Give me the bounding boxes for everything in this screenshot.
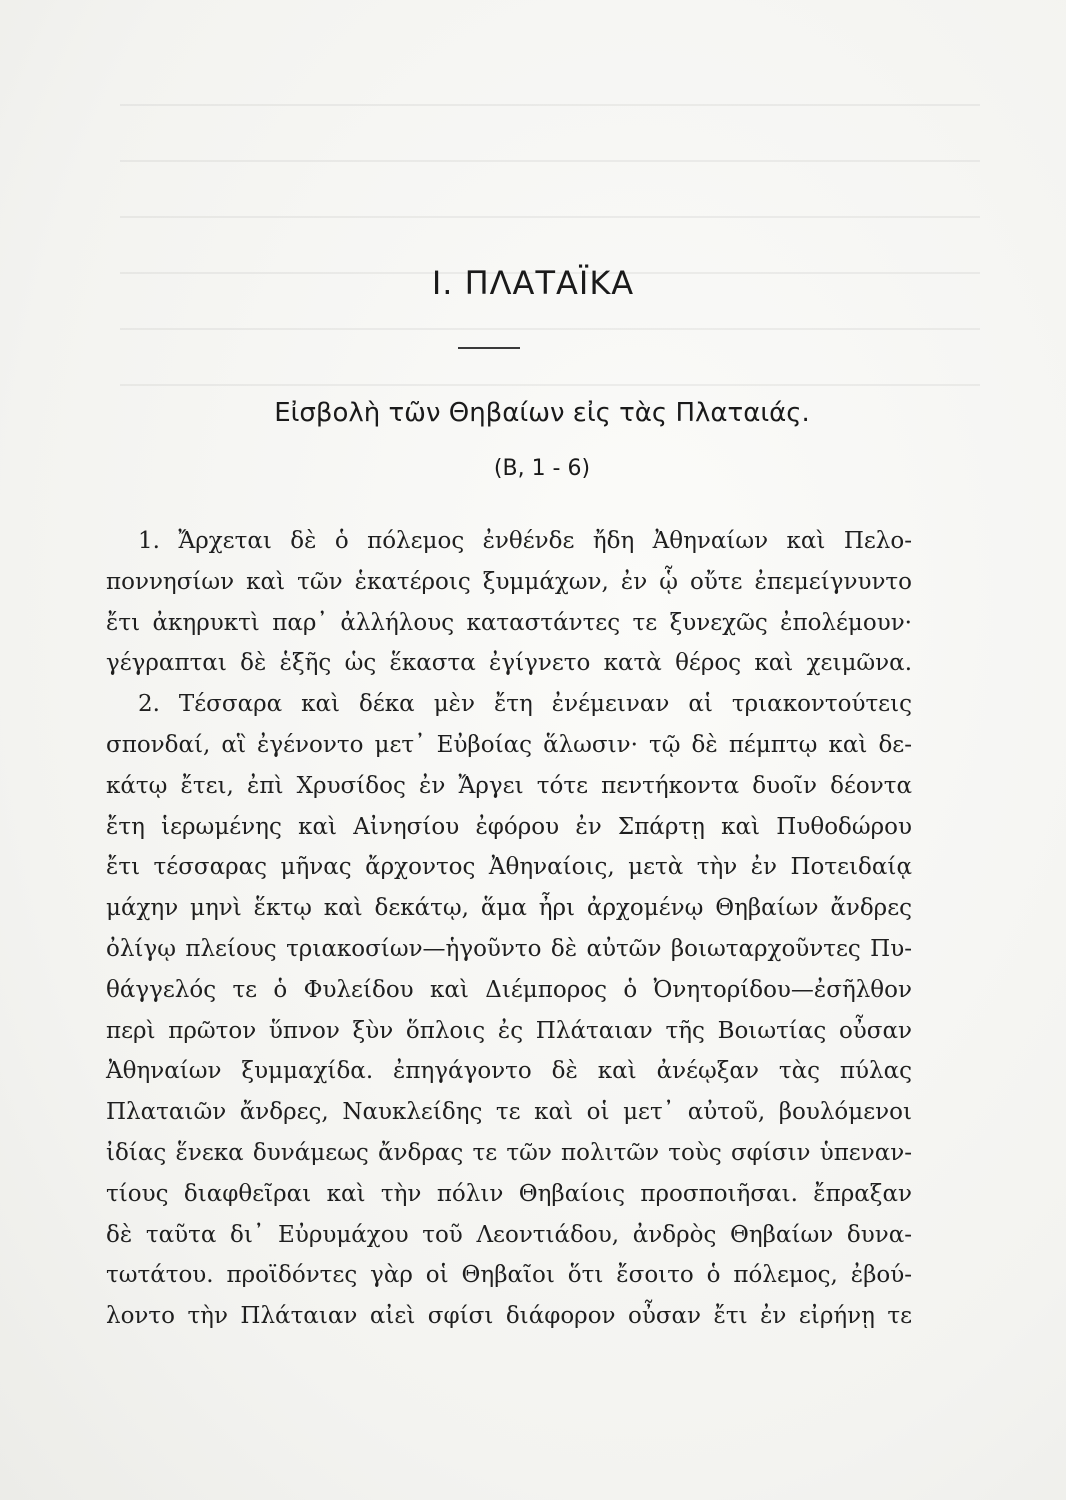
section-reference: (B, 1 - 6)	[493, 456, 591, 481]
text-line: ποννησίων καὶ τῶν ἑκατέροις ξυμμάχων, ἐν ᾧ οὔτε ἐπεμείγνυντο	[106, 568, 912, 595]
text-line: ὀλίγῳ πλείους τριακοσίων—ἡγοῦντο δὲ αὐτῶν βοιωταρχοῦντες Πυ-	[106, 935, 912, 962]
text-line: περὶ πρῶτον ὕπνον ξὺν ὅπλοις ἐς Πλάταιαν τῆς Βοιωτίας οὖσαν	[106, 1017, 912, 1044]
section-heading: Εἰσβολὴ τῶν Θηβαίων εἰς τὰς Πλαταιάς.	[274, 398, 810, 428]
text-line: ἔτη ἱερωμένης καὶ Αἰνησίου ἐφόρου ἐν Σπάρτῃ καὶ Πυθοδώρου	[106, 813, 912, 840]
text-line: ἰδίας ἕνεκα δυνάμεως ἄνδρας τε τῶν πολιτῶν τοὺς σφίσιν ὑπεναν-	[106, 1139, 912, 1166]
text-line: 1. Ἄρχεται δὲ ὁ πόλεμος ἐνθένδε ἤδη Ἀθηναίων καὶ Πελο-	[138, 528, 912, 554]
text-line: τωτάτου. προϊδόντες γὰρ οἱ Θηβαῖοι ὅτι ἔσοιτο ὁ πόλεμος, ἐβού-	[106, 1262, 912, 1289]
chapter-title: I. ΠΛΑΤΑΪΚΑ	[431, 264, 635, 302]
text-line: κάτῳ ἔτει, ἐπὶ Χρυσίδος ἐν Ἄργει τότε πεντήκοντα δυοῖν δέοντα	[106, 772, 912, 799]
text-line: ἔτι τέσσαρας μῆνας ἄρχοντος Ἀθηναίοις, μετὰ τὴν ἐν Ποτειδαίᾳ	[106, 854, 912, 881]
text-line: δὲ ταῦτα δι᾽ Εὐρυμάχου τοῦ Λεοντιάδου, ἀνδρὸς Θηβαίων δυνα-	[106, 1221, 912, 1248]
text-line: μάχην μηνὶ ἕκτῳ καὶ δεκάτῳ, ἅμα ἦρι ἀρχομένῳ Θηβαίων ἄνδρες	[106, 895, 912, 922]
bleed-through-shadow	[120, 60, 980, 440]
body-text	[106, 521, 912, 1337]
text-line: Πλαταιῶν ἄνδρες, Ναυκλείδης τε καὶ οἱ μετ᾽ αὐτοῦ, βουλόμενοι	[106, 1099, 912, 1126]
text-line: τίους διαφθεῖραι καὶ τὴν πόλιν Θηβαίοις προσποιῆσαι. ἔπραξαν	[106, 1180, 912, 1207]
text-line: ἔτι ἀκηρυκτὶ παρ᾽ ἀλλήλους καταστάντες τε ξυνεχῶς ἐπολέμουν·	[106, 609, 912, 636]
text-line: σπονδαί, αἳ ἐγένοντο μετ᾽ Εὐβοίας ἅλωσιν· τῷ δὲ πέμπτῳ καὶ δε-	[106, 731, 912, 758]
text-line: Ἀθηναίων ξυμμαχίδα. ἐπηγάγοντο δὲ καὶ ἀνέῳξαν τὰς πύλας	[106, 1058, 912, 1085]
text-line: 2. Τέσσαρα καὶ δέκα μὲν ἔτη ἐνέμειναν αἱ τριακοντούτεις	[138, 691, 912, 718]
title-divider	[458, 347, 520, 349]
text-line: θάγγελός τε ὁ Φυλείδου καὶ Διέμπορος ὁ Ὀνητορίδου—ἐσῆλθον	[106, 976, 912, 1003]
text-line: λοντο τὴν Πλάταιαν αἰεὶ σφίσι διάφορον οὖσαν ἔτι ἐν εἰρήνῃ τε	[106, 1303, 912, 1330]
text-line: γέγραπται δὲ ἑξῆς ὡς ἕκαστα ἐγίγνετο κατὰ θέρος καὶ χειμῶνα.	[106, 650, 912, 677]
